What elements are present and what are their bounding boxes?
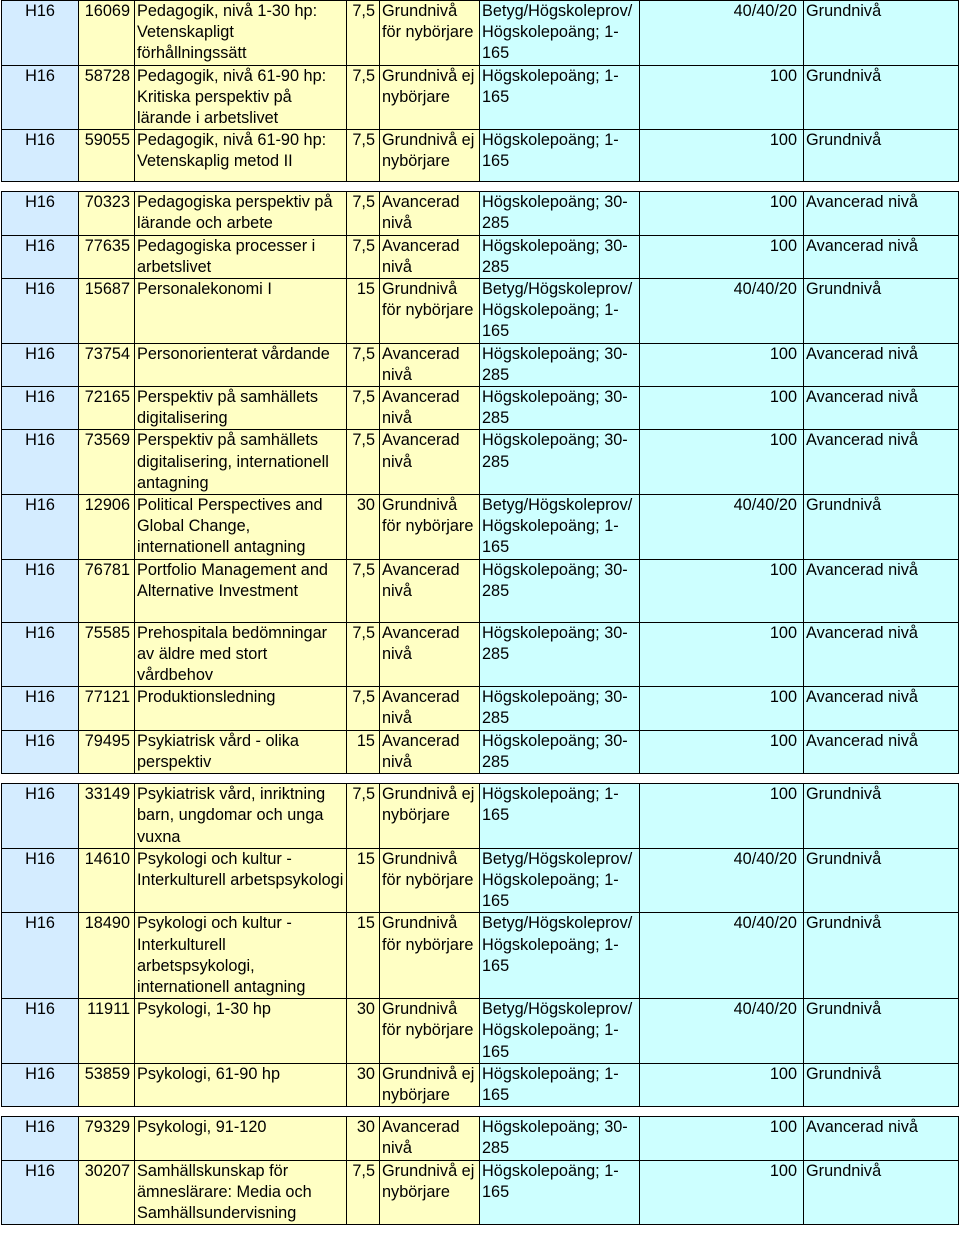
course-level: Avancerad nivå xyxy=(380,387,480,430)
credits: 7,5 xyxy=(347,430,380,495)
term-cell: H16 xyxy=(2,130,79,182)
course-level: Avancerad nivå xyxy=(380,559,480,622)
course-name: Psykologi och kultur - Interkulturell arbetspsykologi, internationell antagning xyxy=(135,913,347,999)
table-row xyxy=(2,999,959,1064)
credits: 7,5 xyxy=(347,1160,380,1225)
separator-cell xyxy=(2,1107,959,1117)
course-code: 53859 xyxy=(79,1063,135,1106)
course-level: Grundnivå för nybörjare xyxy=(380,913,480,999)
table-row xyxy=(2,387,959,430)
result-level: Grundnivå xyxy=(804,1,959,66)
term-cell: H16 xyxy=(2,730,79,773)
credits: 15 xyxy=(347,279,380,344)
quota-split: 100 xyxy=(640,130,804,182)
table-row xyxy=(2,430,959,495)
quota-split: 100 xyxy=(640,730,804,773)
selection-basis: Högskolepoäng; 1-165 xyxy=(480,1063,640,1106)
quota-split: 40/40/20 xyxy=(640,848,804,913)
result-level: Avancerad nivå xyxy=(804,387,959,430)
term-cell: H16 xyxy=(2,65,79,130)
term-cell: H16 xyxy=(2,495,79,560)
quota-split: 40/40/20 xyxy=(640,495,804,560)
credits: 7,5 xyxy=(347,192,380,235)
course-name: Produktionsledning xyxy=(135,687,347,730)
course-name: Pedagogiska perspektiv på lärande och arbete xyxy=(135,192,347,235)
table-row xyxy=(2,235,959,278)
course-level: Avancerad nivå xyxy=(380,622,480,687)
term-cell: H16 xyxy=(2,279,79,344)
course-code: 76781 xyxy=(79,559,135,622)
course-level: Grundnivå ej nybörjare xyxy=(380,1160,480,1225)
term-cell: H16 xyxy=(2,1,79,66)
course-level: Avancerad nivå xyxy=(380,1117,480,1160)
result-level: Avancerad nivå xyxy=(804,192,959,235)
result-level: Grundnivå xyxy=(804,130,959,182)
result-level: Grundnivå xyxy=(804,495,959,560)
course-level: Grundnivå för nybörjare xyxy=(380,279,480,344)
selection-basis: Betyg/Högskoleprov/ Högskolepoäng; 1-165 xyxy=(480,913,640,999)
credits: 30 xyxy=(347,999,380,1064)
course-level: Avancerad nivå xyxy=(380,687,480,730)
selection-basis: Betyg/Högskoleprov/ Högskolepoäng; 1-165 xyxy=(480,1,640,66)
course-level: Grundnivå för nybörjare xyxy=(380,1,480,66)
course-level: Avancerad nivå xyxy=(380,730,480,773)
quota-split: 100 xyxy=(640,387,804,430)
course-level: Avancerad nivå xyxy=(380,192,480,235)
result-level: Avancerad nivå xyxy=(804,622,959,687)
course-level: Grundnivå ej nybörjare xyxy=(380,784,480,849)
course-level: Avancerad nivå xyxy=(380,430,480,495)
credits: 15 xyxy=(347,730,380,773)
admissions-table xyxy=(1,0,959,1225)
table-row xyxy=(2,730,959,773)
term-cell: H16 xyxy=(2,687,79,730)
course-code: 73754 xyxy=(79,343,135,386)
course-name: Perspektiv på samhällets digitalisering, internationell antagning xyxy=(135,430,347,495)
table-row xyxy=(2,784,959,849)
table-row xyxy=(2,495,959,560)
course-name: Personorienterat vårdande xyxy=(135,343,347,386)
course-level: Grundnivå ej nybörjare xyxy=(380,130,480,182)
quota-split: 100 xyxy=(640,343,804,386)
result-level: Grundnivå xyxy=(804,65,959,130)
credits: 30 xyxy=(347,1063,380,1106)
table-row xyxy=(2,622,959,687)
table-row xyxy=(2,1160,959,1225)
selection-basis: Betyg/Högskoleprov/ Högskolepoäng; 1-165 xyxy=(480,999,640,1064)
table-row xyxy=(2,559,959,622)
term-cell: H16 xyxy=(2,622,79,687)
result-level: Avancerad nivå xyxy=(804,1117,959,1160)
result-level: Avancerad nivå xyxy=(804,730,959,773)
result-level: Avancerad nivå xyxy=(804,235,959,278)
quota-split: 40/40/20 xyxy=(640,1,804,66)
result-level: Grundnivå xyxy=(804,913,959,999)
course-name: Pedagogik, nivå 61-90 hp: Vetenskaplig metod II xyxy=(135,130,347,182)
selection-basis: Högskolepoäng; 30-285 xyxy=(480,559,640,622)
quota-split: 100 xyxy=(640,1160,804,1225)
selection-basis: Högskolepoäng; 30-285 xyxy=(480,387,640,430)
credits: 7,5 xyxy=(347,622,380,687)
result-level: Avancerad nivå xyxy=(804,559,959,622)
course-level: Grundnivå ej nybörjare xyxy=(380,65,480,130)
quota-split: 100 xyxy=(640,192,804,235)
group-separator xyxy=(2,182,959,192)
selection-basis: Högskolepoäng; 1-165 xyxy=(480,130,640,182)
result-level: Grundnivå xyxy=(804,784,959,849)
course-name: Samhällskunskap för ämneslärare: Media och Samhällsundervisning xyxy=(135,1160,347,1225)
course-level: Grundnivå för nybörjare xyxy=(380,999,480,1064)
selection-basis: Högskolepoäng; 30-285 xyxy=(480,343,640,386)
course-code: 33149 xyxy=(79,784,135,849)
course-code: 12906 xyxy=(79,495,135,560)
course-name: Psykologi, 91-120 xyxy=(135,1117,347,1160)
course-code: 72165 xyxy=(79,387,135,430)
course-level: Grundnivå för nybörjare xyxy=(380,848,480,913)
course-code: 59055 xyxy=(79,130,135,182)
credits: 7,5 xyxy=(347,559,380,622)
table-row xyxy=(2,687,959,730)
credits: 15 xyxy=(347,913,380,999)
result-level: Avancerad nivå xyxy=(804,687,959,730)
course-code: 79329 xyxy=(79,1117,135,1160)
selection-basis: Högskolepoäng; 1-165 xyxy=(480,1160,640,1225)
course-name: Psykologi och kultur - Interkulturell arbetspsykologi xyxy=(135,848,347,913)
table-row xyxy=(2,1117,959,1160)
term-cell: H16 xyxy=(2,430,79,495)
course-level: Avancerad nivå xyxy=(380,343,480,386)
result-level: Grundnivå xyxy=(804,1160,959,1225)
result-level: Grundnivå xyxy=(804,848,959,913)
course-level: Avancerad nivå xyxy=(380,235,480,278)
term-cell: H16 xyxy=(2,1063,79,1106)
course-name: Psykologi, 61-90 hp xyxy=(135,1063,347,1106)
quota-split: 100 xyxy=(640,65,804,130)
course-level: Grundnivå för nybörjare xyxy=(380,495,480,560)
quota-split: 100 xyxy=(640,559,804,622)
selection-basis: Högskolepoäng; 30-285 xyxy=(480,192,640,235)
course-code: 15687 xyxy=(79,279,135,344)
result-level: Avancerad nivå xyxy=(804,343,959,386)
selection-basis: Högskolepoäng; 30-285 xyxy=(480,687,640,730)
quota-split: 100 xyxy=(640,235,804,278)
quota-split: 100 xyxy=(640,1117,804,1160)
course-code: 73569 xyxy=(79,430,135,495)
credits: 7,5 xyxy=(347,387,380,430)
separator-cell xyxy=(2,182,959,192)
quota-split: 40/40/20 xyxy=(640,279,804,344)
term-cell: H16 xyxy=(2,999,79,1064)
table-row xyxy=(2,65,959,130)
course-level: Grundnivå ej nybörjare xyxy=(380,1063,480,1106)
term-cell: H16 xyxy=(2,559,79,622)
course-name: Psykiatrisk vård - olika perspektiv xyxy=(135,730,347,773)
selection-basis: Betyg/Högskoleprov/ Högskolepoäng; 1-165 xyxy=(480,495,640,560)
table-row xyxy=(2,848,959,913)
course-code: 77635 xyxy=(79,235,135,278)
selection-basis: Högskolepoäng; 30-285 xyxy=(480,235,640,278)
selection-basis: Betyg/Högskoleprov/ Högskolepoäng; 1-165 xyxy=(480,848,640,913)
course-code: 70323 xyxy=(79,192,135,235)
term-cell: H16 xyxy=(2,343,79,386)
result-level: Grundnivå xyxy=(804,999,959,1064)
term-cell: H16 xyxy=(2,913,79,999)
term-cell: H16 xyxy=(2,1160,79,1225)
quota-split: 100 xyxy=(640,622,804,687)
term-cell: H16 xyxy=(2,235,79,278)
course-name: Psykiatrisk vård, inriktning barn, ungdomar och unga vuxna xyxy=(135,784,347,849)
course-name: Psykologi, 1-30 hp xyxy=(135,999,347,1064)
table-row xyxy=(2,279,959,344)
course-code: 11911 xyxy=(79,999,135,1064)
selection-basis: Högskolepoäng; 1-165 xyxy=(480,784,640,849)
course-code: 18490 xyxy=(79,913,135,999)
course-code: 30207 xyxy=(79,1160,135,1225)
quota-split: 40/40/20 xyxy=(640,913,804,999)
selection-basis: Högskolepoäng; 30-285 xyxy=(480,1117,640,1160)
credits: 7,5 xyxy=(347,687,380,730)
course-name: Pedagogiska processer i arbetslivet xyxy=(135,235,347,278)
selection-basis: Högskolepoäng; 30-285 xyxy=(480,622,640,687)
quota-split: 40/40/20 xyxy=(640,999,804,1064)
term-cell: H16 xyxy=(2,1117,79,1160)
quota-split: 100 xyxy=(640,784,804,849)
credits: 30 xyxy=(347,495,380,560)
course-code: 58728 xyxy=(79,65,135,130)
result-level: Grundnivå xyxy=(804,279,959,344)
table-row xyxy=(2,1,959,66)
course-code: 14610 xyxy=(79,848,135,913)
course-code: 77121 xyxy=(79,687,135,730)
term-cell: H16 xyxy=(2,387,79,430)
table-row xyxy=(2,343,959,386)
course-name: Pedagogik, nivå 1-30 hp: Vetenskapligt förhållningssätt xyxy=(135,1,347,66)
group-separator xyxy=(2,1107,959,1117)
table-row xyxy=(2,192,959,235)
course-name: Pedagogik, nivå 61-90 hp: Kritiska perspektiv på lärande i arbetslivet xyxy=(135,65,347,130)
term-cell: H16 xyxy=(2,192,79,235)
result-level: Avancerad nivå xyxy=(804,430,959,495)
credits: 30 xyxy=(347,1117,380,1160)
credits: 7,5 xyxy=(347,784,380,849)
credits: 7,5 xyxy=(347,1,380,66)
group-separator xyxy=(2,774,959,784)
selection-basis: Högskolepoäng; 30-285 xyxy=(480,430,640,495)
result-level: Grundnivå xyxy=(804,1063,959,1106)
table-row xyxy=(2,913,959,999)
term-cell: H16 xyxy=(2,784,79,849)
quota-split: 100 xyxy=(640,687,804,730)
course-name: Perspektiv på samhällets digitalisering xyxy=(135,387,347,430)
course-name: Personalekonomi I xyxy=(135,279,347,344)
table-row xyxy=(2,1063,959,1106)
selection-basis: Högskolepoäng; 30-285 xyxy=(480,730,640,773)
course-name: Portfolio Management and Alternative Investment xyxy=(135,559,347,622)
separator-cell xyxy=(2,774,959,784)
term-cell: H16 xyxy=(2,848,79,913)
course-code: 16069 xyxy=(79,1,135,66)
credits: 15 xyxy=(347,848,380,913)
course-name: Prehospitala bedömningar av äldre med stort vårdbehov xyxy=(135,622,347,687)
quota-split: 100 xyxy=(640,1063,804,1106)
quota-split: 100 xyxy=(640,430,804,495)
credits: 7,5 xyxy=(347,343,380,386)
selection-basis: Högskolepoäng; 1-165 xyxy=(480,65,640,130)
table-row xyxy=(2,130,959,182)
course-code: 75585 xyxy=(79,622,135,687)
course-name: Political Perspectives and Global Change, internationell antagning xyxy=(135,495,347,560)
credits: 7,5 xyxy=(347,65,380,130)
credits: 7,5 xyxy=(347,235,380,278)
course-code: 79495 xyxy=(79,730,135,773)
credits: 7,5 xyxy=(347,130,380,182)
selection-basis: Betyg/Högskoleprov/ Högskolepoäng; 1-165 xyxy=(480,279,640,344)
